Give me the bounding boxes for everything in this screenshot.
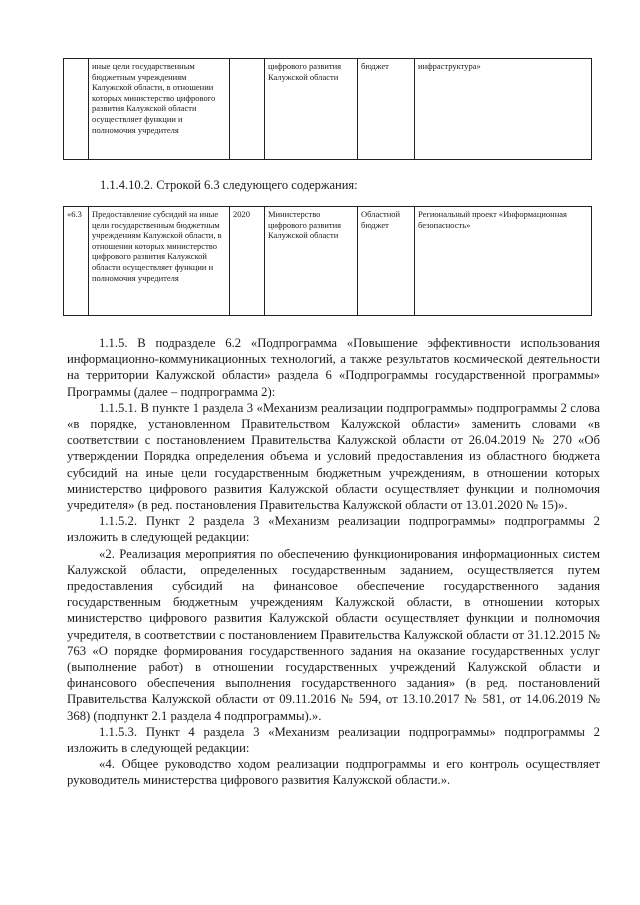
paragraph-1-1-5-1: 1.1.5.1. В пункте 1 раздела 3 «Механизм реализации подпрограммы» подпрограммы 2 слова «в порядке, установленном Правительством Калужской области» заменить словами «в соответствии с постановлением Правительства Калужской области от 26.04.2019 № 270 «Об утверждении Порядка определения объема и условий предоставления из областного бюджета субсидий на иные цели государственным бюджетным учреждениям, в отношении которых министерство цифрового развития Калужской области осуществляет функции и полномочия учредителя» (в ред. постановления Правительства Калужской области от 13.01.2020 № 15)». [67, 400, 600, 513]
cell-funding-source: Областной бюджет [358, 207, 415, 316]
cell-activity-name: иные цели государственным бюджетным учреждениям Калужской области, в отношении которых министерство цифрового развития Калужской области осуществляет функции и полномочия учредителя [89, 59, 230, 160]
cell-activity-name: Предоставление субсидий на иные цели государственным бюджетным учреждениям Калужской области, в отношении которых министерство цифрового развития Калужской области осуществляет функции и полномочия учредителя [89, 207, 230, 316]
table-row-6-3 [63, 206, 592, 316]
table-row [64, 207, 592, 316]
quoted-clause-2: «2. Реализация мероприятия по обеспечению функционирования информационных систем Калужской области, определенных государственным заданием, осуществляется путем предоставления субсидий на финансовое обеспечение государственного задания государственным бюджетным учреждениям Калужской области, в отношении которых министерство цифрового развития Калужской области осуществляет функции и полномочия учредителя, в соответствии с постановлением Правительства Калужской области от 31.12.2015 № 763 «О порядке формирования государственного задания на оказание государственных услуг (выполнение работ) в отношении государственных учреждений Калужской области и финансового обеспечения выполнения государственного задания» (в ред. постановлений Правительства Калужской области от 09.11.2016 № 594, от 13.10.2017 № 581, от 14.06.2019 № 368) (подпункт 2.1 раздела 4 подпрограммы).». [67, 546, 600, 723]
cell-number: «6.3 [64, 207, 89, 316]
cell-project: инфраструктура» [415, 59, 592, 160]
paragraph-1-1-5-3: 1.1.5.3. Пункт 4 раздела 3 «Механизм реализации подпрограммы» подпрограммы 2 изложить в следующей редакции: [67, 724, 600, 756]
cell-number [64, 59, 89, 160]
cell-year: 2020 [230, 207, 265, 316]
paragraph-1-1-5-2: 1.1.5.2. Пункт 2 раздела 3 «Механизм реализации подпрограммы» подпрограммы 2 изложить в следующей редакции: [67, 514, 600, 545]
table-row [64, 59, 592, 160]
quoted-clause-4: «4. Общее руководство ходом реализации подпрограммы и его контроль осуществляет руководитель министерства цифрового развития Калужской области.». [67, 757, 600, 788]
paragraph-1-1-5: 1.1.5. В подразделе 6.2 «Подпрограмма «Повышение эффективности использования информационно-коммуникационных технологий, а также результатов космической деятельности на территории Калужской области» раздела 6 «Подпрограммы государственной программы» Программы (далее – подпрограмма 2): [67, 336, 600, 399]
document-body [67, 335, 600, 789]
subsection-heading: 1.1.4.10.2. Строкой 6.3 следующего содержания: [100, 178, 358, 192]
cell-year [230, 59, 265, 160]
cell-executor: цифрового развития Калужской области [265, 59, 358, 160]
cell-funding-source: бюджет [358, 59, 415, 160]
cell-executor: Министерство цифрового развития Калужской области [265, 207, 358, 316]
table-continuation [63, 58, 592, 160]
cell-project: Региональный проект «Информационная безопасность» [415, 207, 592, 316]
